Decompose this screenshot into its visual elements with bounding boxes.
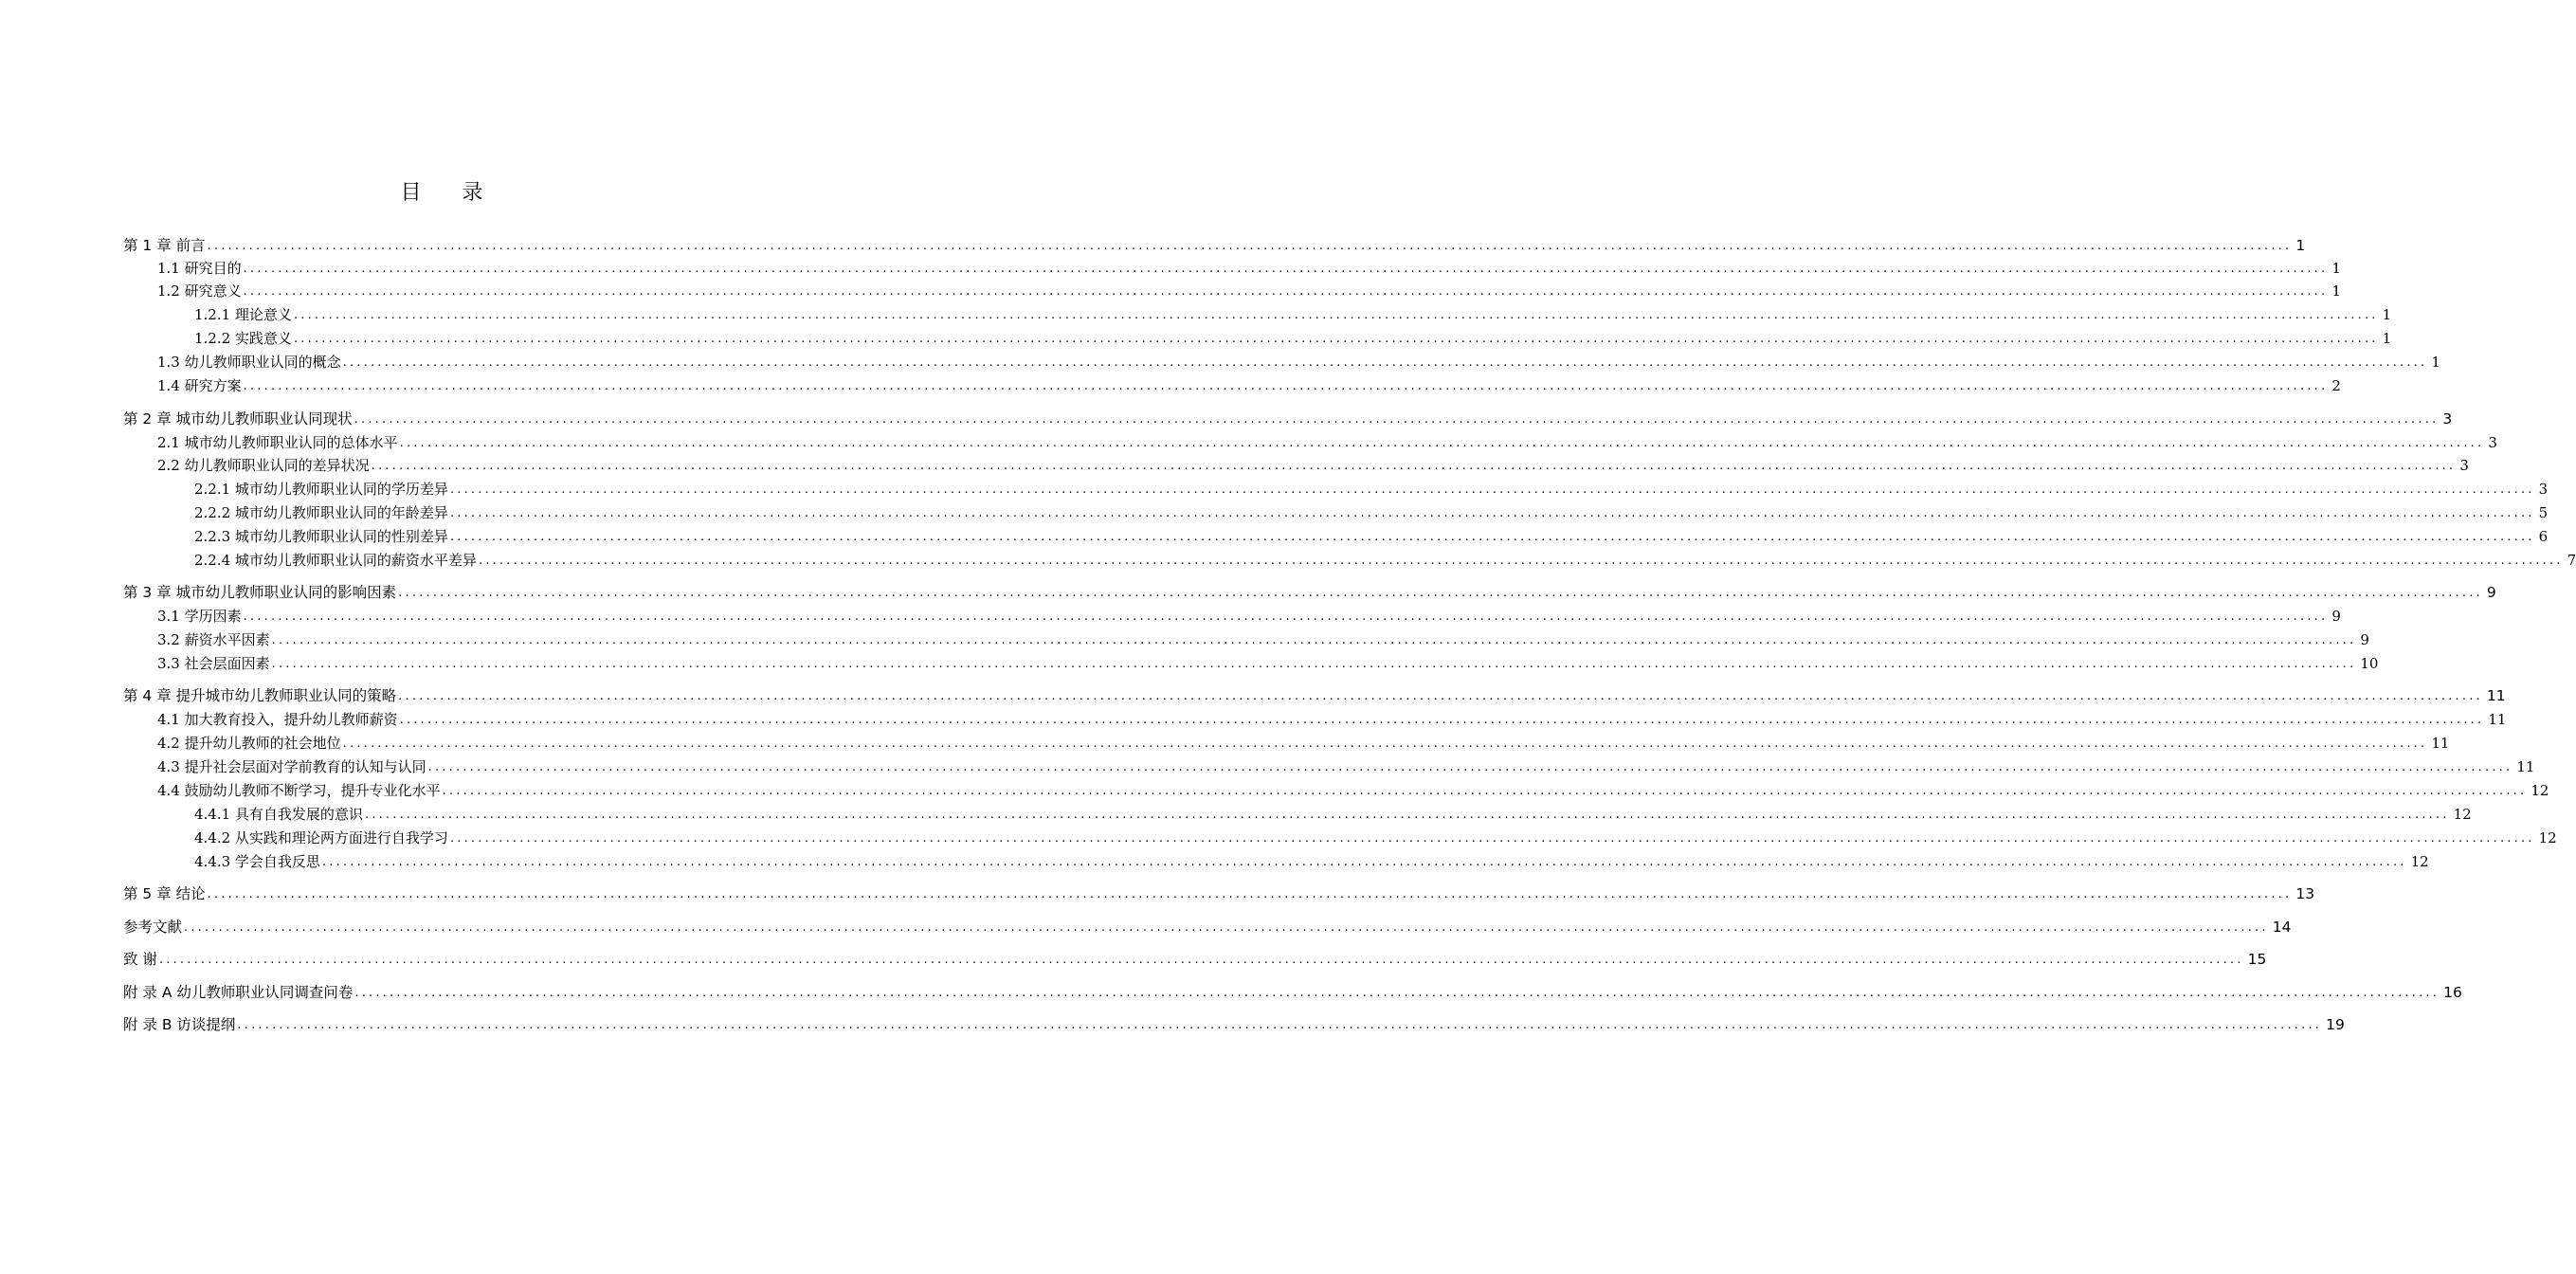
toc-leader-dots: ............................................................................................................................................................................................................................................................................................................ bbox=[442, 784, 2528, 798]
toc-page-number: 1 bbox=[2295, 237, 2306, 254]
toc-page-number: 12 bbox=[2410, 853, 2429, 870]
toc-entry[interactable] bbox=[157, 375, 2341, 394]
toc-entry[interactable] bbox=[194, 828, 2557, 846]
toc-entry[interactable] bbox=[194, 804, 2472, 823]
toc-page-number: 3 bbox=[2488, 434, 2497, 451]
toc-entry[interactable] bbox=[123, 949, 2267, 968]
toc-leader-dots: ............................................................................................................................................................................................................................................................................................................ bbox=[342, 737, 2428, 751]
toc-page-number: 6 bbox=[2538, 528, 2549, 545]
toc-entry[interactable] bbox=[157, 653, 2379, 672]
toc-entry[interactable] bbox=[123, 917, 2292, 936]
toc-entry-label: 第 3 章 城市幼儿教师职业认同的影响因素 bbox=[123, 584, 397, 601]
toc-entry-label: 2.2.2 城市幼儿教师职业认同的年龄差异 bbox=[194, 504, 448, 521]
toc-leader-dots: ............................................................................................................................................................................................................................................................................................................ bbox=[399, 436, 2485, 450]
toc-page-number: 11 bbox=[2431, 735, 2450, 752]
toc-leader-dots: ............................................................................................................................................................................................................................................................................................................ bbox=[293, 332, 2379, 346]
toc-entry[interactable] bbox=[157, 258, 2341, 277]
toc-entry[interactable] bbox=[157, 709, 2507, 728]
toc-entry-label: 4.4.2 从实践和理论两方面进行自我学习 bbox=[194, 829, 448, 846]
toc-page-number: 3 bbox=[2538, 481, 2549, 498]
toc-leader-dots: ............................................................................................................................................................................................................................................................................................................ bbox=[354, 412, 2440, 427]
toc-entry-label: 4.4.3 学会自我反思 bbox=[194, 853, 320, 870]
toc-entry[interactable] bbox=[157, 352, 2440, 371]
toc-entry-label: 3.3 社会层面因素 bbox=[157, 655, 270, 672]
toc-page-number: 13 bbox=[2295, 885, 2315, 902]
toc-leader-dots: ............................................................................................................................................................................................................................................................................................................ bbox=[243, 262, 2329, 276]
toc-leader-dots: ............................................................................................................................................................................................................................................................................................................ bbox=[427, 760, 2513, 774]
toc-leader-dots: ............................................................................................................................................................................................................................................................................................................ bbox=[398, 689, 2483, 703]
toc-entry[interactable] bbox=[157, 432, 2497, 451]
toc-entry[interactable] bbox=[157, 606, 2341, 625]
toc-leader-dots: ............................................................................................................................................................................................................................................................................................................ bbox=[371, 459, 2457, 473]
toc-page-number: 11 bbox=[2488, 711, 2507, 728]
toc-entry[interactable] bbox=[123, 685, 2506, 704]
toc-page-number: 1 bbox=[2431, 354, 2440, 371]
toc-entry-label: 第 2 章 城市幼儿教师职业认同现状 bbox=[123, 410, 353, 428]
toc-entry[interactable] bbox=[194, 328, 2392, 347]
toc-page-number: 1 bbox=[2382, 330, 2392, 347]
toc-page-number: 11 bbox=[2486, 687, 2506, 704]
toc-leader-dots: ............................................................................................................................................................................................................................................................................................................ bbox=[237, 1018, 2323, 1032]
toc-entry-label: 附 录 A 幼儿教师职业认同调查问卷 bbox=[123, 984, 354, 1001]
toc-leader-dots: ............................................................................................................................................................................................................................................................................................................ bbox=[354, 986, 2440, 1000]
toc-page-number: 3 bbox=[2459, 457, 2469, 474]
toc-entry-label: 第 1 章 前言 bbox=[123, 237, 206, 254]
toc-leader-dots: ............................................................................................................................................................................................................................................................................................................ bbox=[293, 308, 2379, 322]
toc-title: 目 录 bbox=[400, 181, 500, 205]
toc-entry-label: 附 录 B 访谈提纲 bbox=[123, 1016, 236, 1033]
toc-entry-label: 2.2 幼儿教师职业认同的差异状况 bbox=[157, 457, 370, 474]
toc-entry-label: 2.1 城市幼儿教师职业认同的总体水平 bbox=[157, 434, 398, 451]
toc-entry[interactable] bbox=[157, 780, 2549, 799]
toc-leader-dots: ............................................................................................................................................................................................................................................................................................................ bbox=[243, 610, 2329, 624]
toc-page-number: 3 bbox=[2442, 410, 2453, 428]
toc-page-number: 1 bbox=[2331, 282, 2341, 300]
toc-entry[interactable] bbox=[157, 756, 2535, 775]
toc-entry-label: 4.3 提升社会层面对学前教育的认知与认同 bbox=[157, 758, 426, 775]
toc-page-number: 5 bbox=[2538, 504, 2549, 521]
toc-entry-label: 1.1 研究目的 bbox=[157, 260, 242, 277]
toc-entry-label: 1.2.2 实践意义 bbox=[194, 330, 292, 347]
toc-entry[interactable] bbox=[157, 455, 2469, 474]
toc-entry[interactable] bbox=[123, 409, 2453, 428]
toc-entry[interactable] bbox=[123, 582, 2496, 601]
toc-page-number: 12 bbox=[2538, 829, 2557, 846]
toc-entry[interactable] bbox=[123, 982, 2462, 1001]
toc-leader-dots: ............................................................................................................................................................................................................................................................................................................ bbox=[158, 953, 2244, 967]
toc-entry-label: 3.1 学历因素 bbox=[157, 608, 242, 625]
toc-entry-label: 3.2 薪资水平因素 bbox=[157, 631, 270, 648]
toc-page-number: 12 bbox=[2531, 782, 2549, 799]
toc-entry[interactable] bbox=[157, 629, 2369, 648]
toc-entry[interactable] bbox=[123, 235, 2306, 254]
toc-page-number: 16 bbox=[2443, 984, 2462, 1001]
toc-entry-label: 1.3 幼儿教师职业认同的概念 bbox=[157, 354, 341, 371]
toc-leader-dots: ............................................................................................................................................................................................................................................................................................................ bbox=[364, 808, 2450, 822]
toc-entry-label: 4.4.1 具有自我发展的意识 bbox=[194, 806, 363, 823]
toc-leader-dots: ............................................................................................................................................................................................................................................................................................................ bbox=[184, 920, 2269, 935]
toc-page-number: 12 bbox=[2453, 806, 2472, 823]
toc-entry[interactable] bbox=[194, 502, 2549, 521]
toc-entry-label: 参考文献 bbox=[123, 919, 183, 936]
toc-entry-label: 1.2 研究意义 bbox=[157, 282, 242, 300]
toc-entry-label: 2.2.3 城市幼儿教师职业认同的性别差异 bbox=[194, 528, 448, 545]
toc-leader-dots: ............................................................................................................................................................................................................................................................................................................ bbox=[321, 855, 2407, 869]
toc-page-number: 9 bbox=[2360, 631, 2369, 648]
toc-entry[interactable] bbox=[157, 281, 2341, 300]
toc-page-number: 7 bbox=[2567, 552, 2576, 569]
toc-leader-dots: ............................................................................................................................................................................................................................................................................................................ bbox=[342, 355, 2428, 370]
toc-page-number: 19 bbox=[2326, 1016, 2345, 1033]
toc-leader-dots: ............................................................................................................................................................................................................................................................................................................ bbox=[243, 284, 2329, 299]
toc-entry-label: 致 谢 bbox=[123, 951, 157, 968]
toc-page-number: 11 bbox=[2516, 758, 2535, 775]
toc-page-number: 2 bbox=[2331, 377, 2341, 394]
toc-leader-dots: ............................................................................................................................................................................................................................................................................................................ bbox=[271, 633, 2357, 647]
toc-page-number: 1 bbox=[2331, 260, 2341, 277]
toc-entry-label: 第 5 章 结论 bbox=[123, 885, 206, 902]
toc-entry[interactable] bbox=[123, 883, 2315, 902]
toc-entry-label: 2.2.4 城市幼儿教师职业认同的薪资水平差异 bbox=[194, 552, 477, 569]
toc-entry[interactable] bbox=[194, 851, 2429, 870]
toc-entry-label: 1.2.1 理论意义 bbox=[194, 306, 292, 323]
toc-entry-label: 4.4 鼓励幼儿教师不断学习，提升专业化水平 bbox=[157, 782, 441, 799]
toc-leader-dots: ............................................................................................................................................................................................................................................................................................................ bbox=[207, 239, 2293, 253]
toc-leader-dots: ............................................................................................................................................................................................................................................................................................................ bbox=[449, 530, 2535, 544]
toc-entry-label: 1.4 研究方案 bbox=[157, 377, 242, 394]
toc-page-number: 1 bbox=[2382, 306, 2392, 323]
toc-page-number: 14 bbox=[2272, 919, 2292, 936]
toc-entry[interactable] bbox=[194, 550, 2576, 569]
toc-entry[interactable] bbox=[157, 733, 2450, 752]
toc-entry[interactable] bbox=[123, 1014, 2345, 1033]
toc-entry[interactable] bbox=[194, 304, 2392, 323]
toc-entry-label: 第 4 章 提升城市幼儿教师职业认同的策略 bbox=[123, 687, 397, 704]
toc-leader-dots: ............................................................................................................................................................................................................................................................................................................ bbox=[399, 713, 2485, 727]
toc-page-number: 15 bbox=[2247, 951, 2267, 968]
toc-entry-label: 4.1 加大教育投入，提升幼儿教师薪资 bbox=[157, 711, 398, 728]
toc-leader-dots: ............................................................................................................................................................................................................................................................................................................ bbox=[207, 887, 2293, 901]
toc-leader-dots: ............................................................................................................................................................................................................................................................................................................ bbox=[449, 482, 2535, 497]
toc-page-number: 9 bbox=[2331, 608, 2341, 625]
toc-entry[interactable] bbox=[194, 479, 2549, 498]
toc-leader-dots: ............................................................................................................................................................................................................................................................................................................ bbox=[398, 586, 2483, 600]
toc-leader-dots: ............................................................................................................................................................................................................................................................................................................ bbox=[271, 657, 2357, 671]
toc-leader-dots: ............................................................................................................................................................................................................................................................................................................ bbox=[449, 831, 2535, 846]
toc-leader-dots: ............................................................................................................................................................................................................................................................................................................ bbox=[449, 506, 2535, 520]
toc-entry[interactable] bbox=[194, 526, 2549, 545]
toc-entry-label: 2.2.1 城市幼儿教师职业认同的学历差异 bbox=[194, 481, 448, 498]
toc-leader-dots: ............................................................................................................................................................................................................................................................................................................ bbox=[243, 379, 2329, 393]
toc-page-number: 9 bbox=[2486, 584, 2496, 601]
toc-entry-label: 4.2 提升幼儿教师的社会地位 bbox=[157, 735, 341, 752]
toc-page-number: 10 bbox=[2360, 655, 2379, 672]
toc-leader-dots: ............................................................................................................................................................................................................................................................................................................ bbox=[478, 554, 2564, 568]
